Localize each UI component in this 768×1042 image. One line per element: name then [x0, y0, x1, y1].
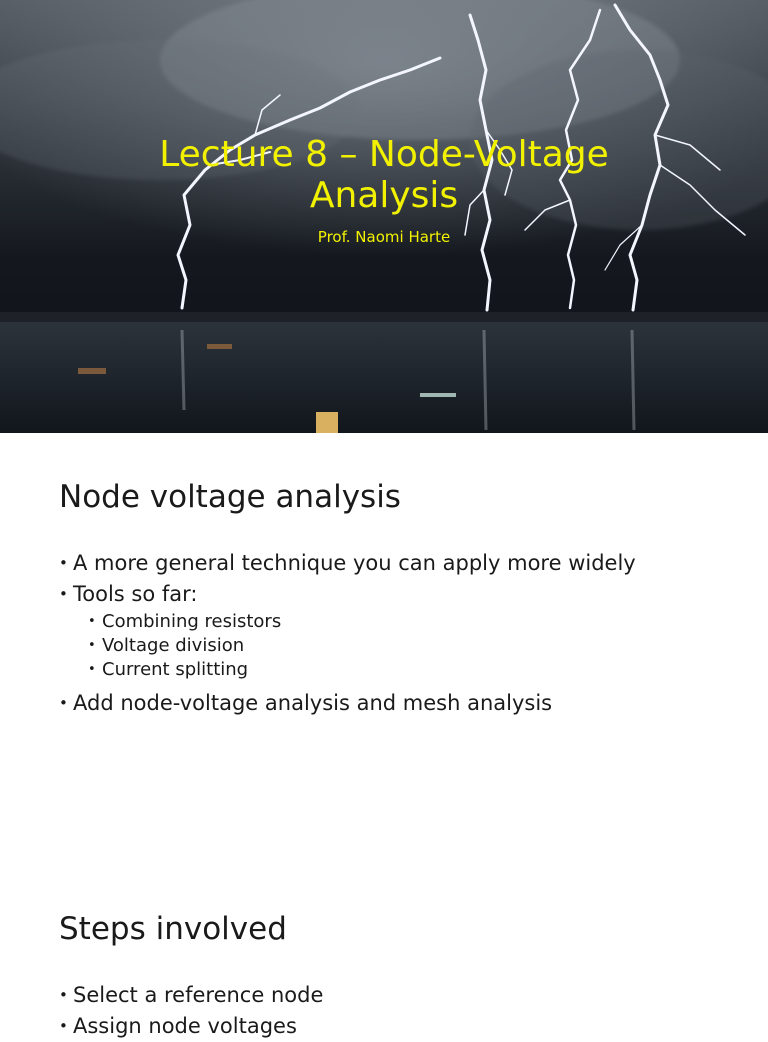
lightning-storm-image — [0, 0, 768, 433]
bullet-list — [59, 548, 636, 719]
sub-bullet-item: • Voltage division — [59, 634, 636, 658]
slide-steps-involved — [0, 866, 768, 1038]
slide-node-voltage-analysis — [0, 433, 768, 866]
presentation-title — [0, 134, 768, 216]
presenter-name: Prof. Naomi Harte — [317, 228, 451, 246]
bullet-item: • Select a reference node — [59, 980, 323, 1011]
bullet-item: • Add node-voltage analysis and mesh analysis — [59, 688, 636, 719]
bullet-list — [59, 980, 323, 1042]
bullet-item: • Assign node voltages — [59, 1011, 323, 1042]
slide-heading: Node voltage analysis — [59, 479, 401, 515]
title-slide — [0, 0, 768, 433]
slide-heading: Steps involved — [59, 911, 287, 947]
bullet-item: • Tools so far: — [59, 579, 636, 610]
sub-bullet-item: • Combining resistors — [59, 610, 636, 634]
title-line-1: Lecture 8 – Node-Voltage — [159, 134, 609, 175]
title-line-2: Analysis — [309, 175, 459, 216]
bullet-item: • A more general technique you can apply more widely — [59, 548, 636, 579]
sub-bullet-item: • Current splitting — [59, 658, 636, 682]
